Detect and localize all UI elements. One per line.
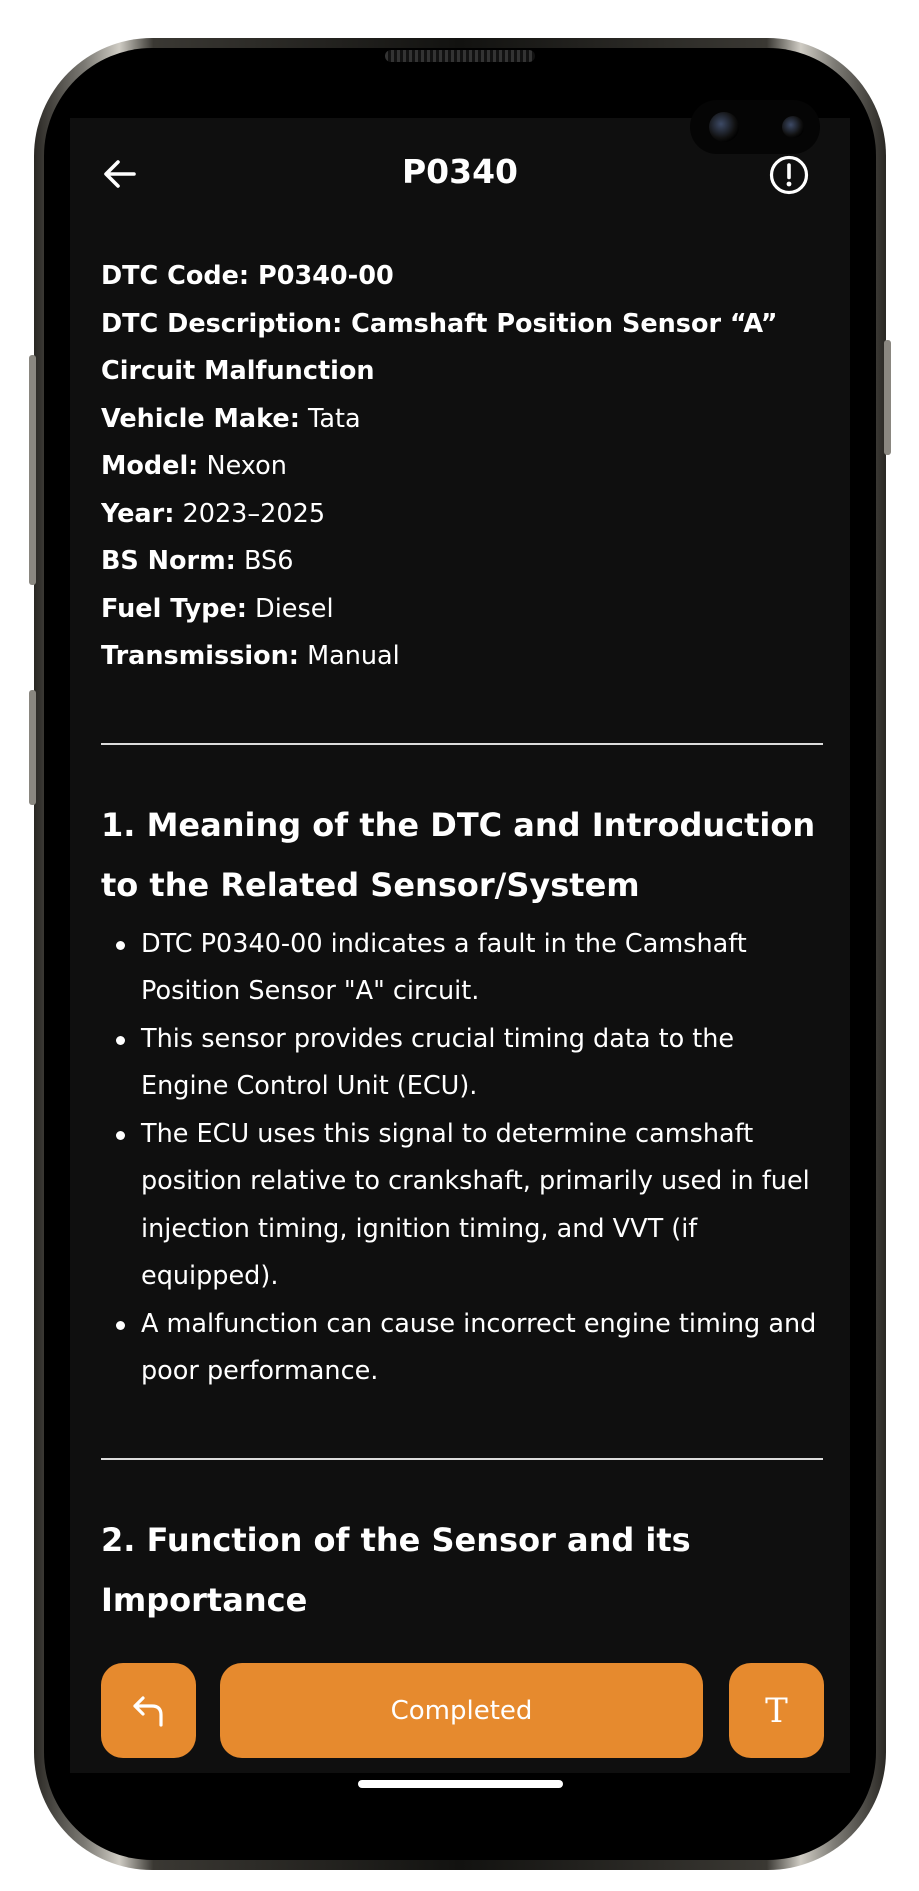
info-key: Model: xyxy=(101,451,199,481)
info-model xyxy=(101,443,823,491)
info-key: Vehicle Make: xyxy=(101,403,300,434)
info-value: Diesel xyxy=(246,593,334,624)
info-value: BS6 xyxy=(235,546,294,576)
info-year xyxy=(101,491,823,539)
info-value: Nexon xyxy=(198,451,287,481)
text-size-icon: T xyxy=(765,1690,788,1731)
phone-bixby-button xyxy=(29,690,36,805)
earpiece-speaker xyxy=(385,50,535,62)
section-divider xyxy=(101,743,823,745)
app-screen xyxy=(70,118,850,1773)
front-camera-lens xyxy=(709,112,739,142)
completed-button[interactable]: Completed xyxy=(220,1663,703,1758)
info-value: P0340-00 xyxy=(249,261,394,291)
info-key: DTC Description: xyxy=(101,308,343,339)
info-vehicle-make xyxy=(101,396,823,444)
info-key: Fuel Type: xyxy=(101,593,247,624)
info-value: Manual xyxy=(299,641,400,671)
phone-power-button xyxy=(884,340,891,455)
info-dtc-code xyxy=(101,253,823,301)
alert-circle-icon xyxy=(768,154,810,196)
page-title: P0340 xyxy=(401,152,519,191)
depth-camera-lens xyxy=(782,116,804,138)
dtc-content[interactable] xyxy=(101,253,823,1633)
section-title: 1. Meaning of the DTC and Introduction to the Related Sensor/System xyxy=(101,805,816,904)
list-item: This sensor provides crucial timing data to the Engine Control Unit (ECU). xyxy=(101,1016,823,1111)
info-value: Tata xyxy=(299,403,361,434)
info-key: Year: xyxy=(101,498,175,529)
info-dtc-description xyxy=(101,301,823,396)
home-indicator[interactable] xyxy=(358,1780,563,1788)
info-fuel-type xyxy=(101,586,823,634)
bottom-action-bar xyxy=(70,1638,850,1773)
info-key: Transmission: xyxy=(101,641,299,671)
undo-arrow-icon xyxy=(129,1691,169,1731)
info-value: 2023–2025 xyxy=(174,498,326,529)
undo-button[interactable] xyxy=(101,1663,196,1758)
vehicle-info xyxy=(101,253,823,681)
info-value: Camshaft Position Sensor “A” Circuit Malfunction xyxy=(101,308,778,386)
info-key: BS Norm: xyxy=(101,546,236,576)
text-size-button[interactable] xyxy=(729,1663,824,1758)
list-item: DTC P0340-00 indicates a fault in the Camshaft Position Sensor "A" circuit. xyxy=(101,921,823,1016)
info-bs-norm xyxy=(101,538,823,586)
list-item: A malfunction can cause incorrect engine timing and poor performance. xyxy=(101,1301,823,1396)
info-button[interactable] xyxy=(768,154,810,196)
section-function xyxy=(101,1510,823,1634)
section-divider xyxy=(101,1458,823,1460)
phone-volume-button xyxy=(29,355,36,585)
bullet-list xyxy=(101,921,823,1396)
list-item: The ECU uses this signal to determine camshaft position relative to crankshaft, primarily used in fuel injection timing, ignition timing, and VVT (if equipped). xyxy=(101,1111,823,1301)
info-key: DTC Code: xyxy=(101,261,250,291)
section-title: 2. Function of the Sensor and its Importance xyxy=(101,1520,691,1619)
info-transmission xyxy=(101,633,823,681)
section-meaning xyxy=(101,795,823,1396)
front-camera-cutout xyxy=(690,100,820,154)
